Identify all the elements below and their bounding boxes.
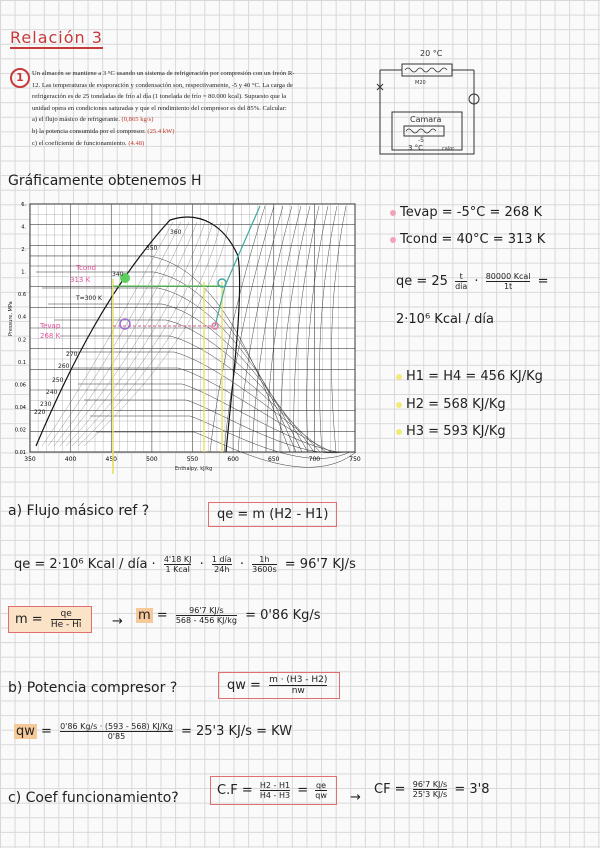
qe-equation: qe = 25 t día · 80000 Kcal 1t = — [396, 272, 549, 291]
tevap-label: Tevap — [40, 322, 61, 330]
y-tick-label: 4. — [21, 224, 26, 231]
question-a: a) el flujo másico de refrigerante. (0,865 kg/s) — [32, 116, 154, 124]
sketch-cam-temp2: 3 °C — [408, 144, 424, 152]
mass-flow-box: m = $\frac{qe}{He - Hi}$ — [8, 606, 92, 633]
y-tick-label: 6. — [21, 202, 26, 208]
x-tick-label: 450 — [105, 456, 117, 463]
isotherm-340: 340 — [112, 271, 124, 278]
bullet-icon — [390, 210, 396, 216]
h1-note: H1 = H4 = 456 KJ/Kg — [396, 369, 543, 384]
x-tick-label: 550 — [186, 456, 199, 463]
y-tick-labels — [15, 202, 27, 456]
x-tick-label: 400 — [64, 456, 77, 463]
isotherm-220: 220 — [34, 409, 46, 416]
arrow: → — [112, 614, 123, 629]
problem-number: 1 — [10, 68, 30, 88]
refrigeration-sketch — [372, 44, 482, 166]
isotherm-label: T=300 K — [76, 295, 102, 302]
y-tick-label: 0.2 — [18, 337, 26, 344]
tcond-label: Tcond — [76, 264, 97, 272]
x-tick-label: 600 — [227, 456, 239, 463]
sketch-cam-temp1: -5 — [418, 137, 424, 144]
sketch-m20: M20 — [415, 80, 426, 86]
answer-b: (25.4 kW) — [147, 127, 175, 135]
x-tick-label: 700 — [308, 456, 321, 463]
x-tick-label: 500 — [146, 456, 158, 463]
part-b-formula-box: qw = $\frac{m \cdot (H3 - H2)}{nw}$ — [218, 672, 340, 699]
y-tick-label: 0.01 — [14, 450, 26, 456]
x-axis-label: Enthalpy, kJ/kg — [175, 466, 213, 472]
y-tick-label: 0.4 — [18, 314, 26, 321]
part-a-formula-box: qe = m (H2 - H1) — [208, 502, 337, 527]
part-a-heading: a) Flujo másico ref ? — [8, 503, 150, 519]
y-tick-label: 0.02 — [14, 427, 26, 434]
x-tick-label: 650 — [268, 456, 280, 463]
bullet-icon — [396, 402, 402, 408]
isotherm-250: 250 — [52, 377, 64, 384]
question-b: b) la potencia consumida por el compresor. (25.4 kW) — [32, 127, 175, 135]
h3-note: H3 = 593 KJ/Kg — [396, 424, 506, 439]
isotherm-270: 270 — [66, 351, 78, 358]
isotherm-360: 360 — [170, 229, 182, 236]
arrow: → — [350, 790, 361, 805]
problem-line: 12. Las temperaturas de evaporación y condensación son, respectivamente, -5 y 40 °C. La carga de — [32, 81, 293, 89]
part-b-calc: qw = $\frac{0'86 Kg/s \cdot (593 - 568) KJ/Kg}{0'85}$ = 25'3 KJ/s = KW — [16, 722, 293, 741]
sketch-top-temp: 20 °C — [420, 49, 443, 58]
tcond-value: 313 K — [70, 276, 91, 284]
y-tick-label: 0.06 — [14, 382, 26, 389]
qe-result: 2·10⁶ Kcal / día — [396, 312, 495, 327]
x-tick-labels — [24, 456, 361, 463]
answer-c: (4.48) — [128, 139, 145, 147]
tevap-value: 268 K — [40, 332, 61, 340]
tcond-note: Tcond = 40°C = 313 K — [390, 232, 545, 247]
problem-line: refrigeración es de 25 toneladas de frío al día (1 tonelada de frío = 80.000 kcal). Supuesto que la — [32, 93, 287, 101]
isotherm-230: 230 — [40, 401, 52, 408]
ph-diagram — [0, 196, 380, 474]
part-b-heading: b) Potencia compresor ? — [8, 680, 178, 696]
sketch-cam-heat: calor — [442, 146, 455, 152]
part-c-calc: CF = $\frac{96'7 KJ/s}{25'3 KJ/s}$ = 3'8 — [374, 780, 490, 799]
y-tick-label: 0.6 — [18, 292, 26, 299]
problem-line: Un almacén se mantiene a 3 °C usando un sistema de refrigeración por compresión con un freón R- — [32, 70, 295, 77]
problem-statement — [32, 68, 337, 149]
page-title: Relación 3 — [10, 28, 103, 47]
isotherm-350: 350 — [146, 245, 158, 252]
y-tick-label: 0.1 — [18, 359, 26, 366]
x-tick-label: 350 — [24, 456, 36, 463]
bullet-icon — [396, 429, 402, 435]
question-c: c) el coeficiente de funcionamiento. (4.48) — [32, 139, 145, 147]
y-tick-label: 2. — [21, 247, 26, 254]
chart-grid — [30, 204, 355, 452]
part-c-heading: c) Coef funcionamiento? — [8, 790, 179, 806]
graph-heading: Gráficamente obtenemos H — [8, 173, 202, 189]
bullet-icon — [390, 237, 396, 243]
y-tick-label: 0.04 — [14, 404, 26, 411]
isotherm-240: 240 — [46, 389, 58, 396]
answer-a: (0,865 kg/s) — [121, 116, 154, 124]
tevap-note: Tevap = -5°C = 268 K — [390, 205, 542, 220]
y-tick-label: 1. — [21, 269, 26, 276]
part-c-formula-box: C.F = $\frac{H2 - H1}{H4 - H3}$ = $\frac{qe}{qw}$ — [210, 776, 337, 805]
mass-flow-calc: m = $\frac{96'7 KJ/s}{568 - 456 KJ/kg}$ = 0'86 Kg/s — [138, 606, 321, 625]
bullet-icon — [396, 374, 402, 380]
h2-note: H2 = 568 KJ/Kg — [396, 397, 506, 412]
problem-line: unidad opera en condiciones saturadas y que el rendimiento del compresor es del 85%. Calcular: — [32, 104, 287, 112]
x-tick-label: 750 — [349, 456, 361, 463]
sketch-camera-label: Camara — [410, 115, 442, 124]
isotherm-260: 260 — [58, 363, 70, 370]
part-a-conversion: qe = 2·10⁶ Kcal / día · 4'18 KJ 1 Kcal · 1 día 24h · $\frac{1h}{3600s}$ = 96'7 KJ/s — [14, 555, 356, 574]
y-axis-label: Pressure, MPa — [8, 301, 14, 336]
